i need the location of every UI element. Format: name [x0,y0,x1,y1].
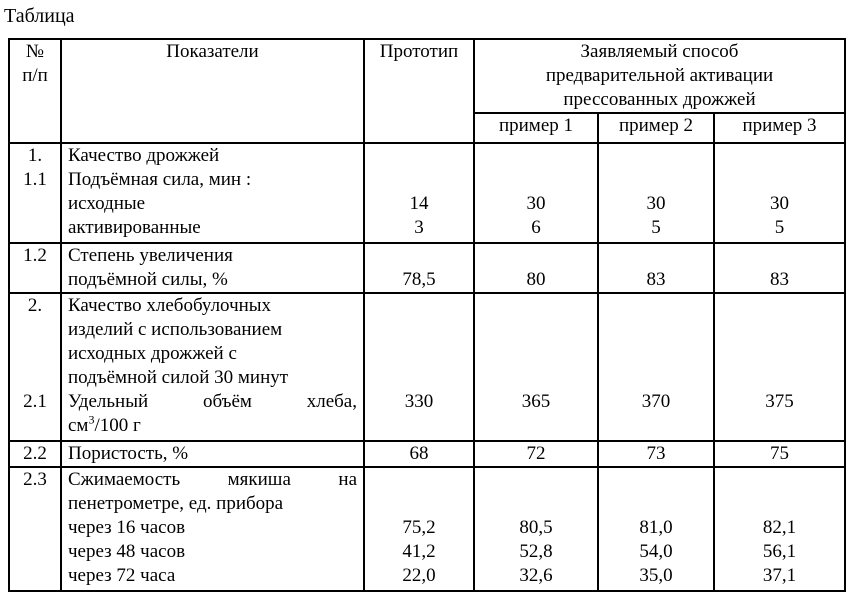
prototype-value: 75,2 41,2 22,0 [364,467,474,591]
results-table [8,38,846,592]
header-method: Заявляемый способ предварительной активации прессованных дрожжей [474,39,845,113]
row-number: 2. 2.1 [9,293,61,441]
header-example-3: пример 3 [714,113,845,143]
header-indicators: Показатели [61,39,364,143]
example-3-value: 30 5 [714,143,845,243]
table-caption: Таблица [4,5,75,27]
header-example-2: пример 2 [598,113,714,143]
example-3-value: 75 [714,441,845,467]
header-prototype: Прототип [364,39,474,143]
table-row [9,143,845,243]
example-3-value: 375 [714,293,845,441]
prototype-value: 330 [364,293,474,441]
example-1-value: 80,5 52,8 32,6 [474,467,598,591]
row-number: 2.2 [9,441,61,467]
row-indicator: Качество хлебобулочных изделий с использованием исходных дрожжей с подъёмной силой 30 минут Удельный объём хлеба, $см^3/100$ г [61,293,364,441]
example-2-value: 81,0 54,0 35,0 [598,467,714,591]
row-indicator: Сжимаемость мякиша на пенетрометре, ед. прибора через 16 часов через 48 часов через 72 часа [61,467,364,591]
row-indicator: Степень увеличения подъёмной силы, % [61,243,364,293]
example-1-value: 30 6 [474,143,598,243]
example-1-value: 72 [474,441,598,467]
header-number: № п/п [9,39,61,143]
header-example-1: пример 1 [474,113,598,143]
prototype-value: 68 [364,441,474,467]
example-2-value: 370 [598,293,714,441]
row-indicator: Качество дрожжей Подъёмная сила, мин : исходные активированные [61,143,364,243]
example-2-value: 73 [598,441,714,467]
example-2-value: 83 [598,243,714,293]
table-row [9,243,845,293]
row-number: 2.3 [9,467,61,591]
example-1-value: 80 [474,243,598,293]
prototype-value: 78,5 [364,243,474,293]
row-number: 1.2 [9,243,61,293]
prototype-value: 14 3 [364,143,474,243]
table-row [9,441,845,467]
row-number: 1. 1.1 [9,143,61,243]
example-1-value: 365 [474,293,598,441]
unit-label: $см^3/100$ г [68,412,141,436]
header-row [9,39,845,113]
example-2-value: 30 5 [598,143,714,243]
example-3-value: 82,1 56,1 37,1 [714,467,845,591]
row-indicator: Пористость, % [61,441,364,467]
table-row [9,467,845,591]
example-3-value: 83 [714,243,845,293]
table-row [9,293,845,441]
